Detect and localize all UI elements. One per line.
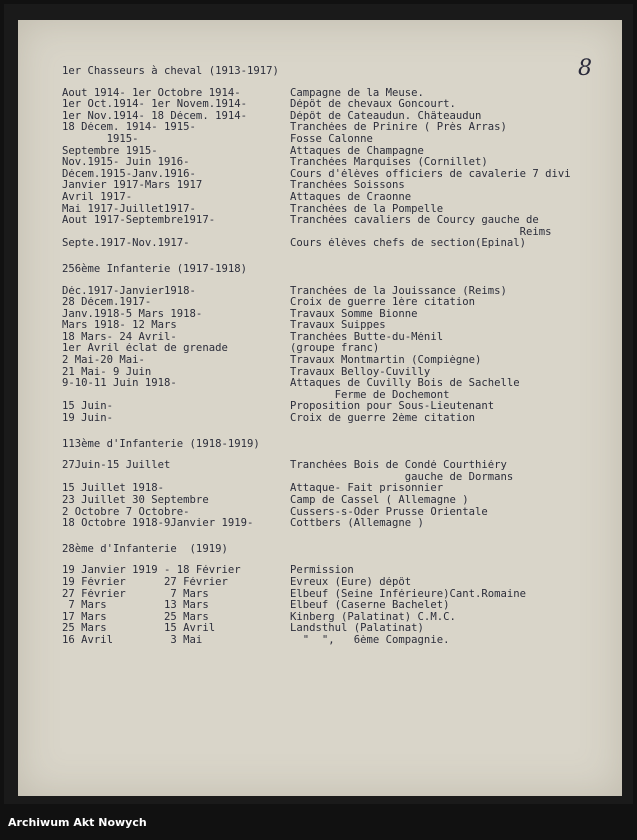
entry-date: Aout 1917-Septembre1917- <box>62 215 216 227</box>
entry-row <box>62 99 618 111</box>
entry-date: Mai 1917-Juillet1917- <box>62 203 196 215</box>
entry-row <box>62 180 618 192</box>
entry-row <box>62 577 618 589</box>
entry-place: Tranchées Marquises (Cornillet) <box>290 157 488 169</box>
entry-place: Cours d'élèves officiers de cavalerie 7 divi <box>290 168 571 180</box>
entry-place: Dépôt de chevaux Goncourt. <box>290 99 456 111</box>
entry-place: " ", 6ème Compagnie. <box>290 634 450 646</box>
entry-date: 23 Juillet 30 Septembre <box>62 495 209 506</box>
archive-label: Archiwum Akt Nowych <box>8 816 147 829</box>
entry-row <box>62 332 618 344</box>
section-title: 1er Chasseurs à cheval (1913-1917) <box>62 65 279 77</box>
entry-row <box>62 378 618 390</box>
entry-date: 18 Mars- 24 Avril- <box>62 331 177 343</box>
entry-date: 19 Janvier 1919 - 18 Février <box>62 565 241 577</box>
entry-row <box>62 401 618 413</box>
entry-place: Dépôt de Cateaudun. Châteaudun <box>290 110 482 122</box>
entry-row <box>62 215 618 227</box>
entry-date <box>62 472 290 484</box>
entry-place: Travaux Belloy-Cuvilly <box>290 366 431 378</box>
entry-row <box>62 367 618 379</box>
entry-row <box>62 483 618 495</box>
entry-row <box>62 355 618 367</box>
entry-place: Elbeuf (Caserne Bachelet) <box>290 600 450 612</box>
entry-row <box>62 309 618 321</box>
entry-place: Permission <box>290 565 354 577</box>
entry-row <box>62 623 618 635</box>
entry-row <box>62 204 618 216</box>
entry-date: 2 Octobre 7 Octobre- <box>62 506 190 518</box>
entry-row <box>62 507 618 519</box>
entry-row <box>62 286 618 298</box>
entry-date: 25 Mars 15 Avril <box>62 623 216 635</box>
entry-row <box>62 238 618 250</box>
entry-row <box>62 111 618 123</box>
entry-place: Camp de Cassel ( Allemagne ) <box>290 495 469 506</box>
entry-date: 1er Avril éclat de grenade <box>62 343 228 355</box>
page-number: 8 <box>578 56 592 81</box>
entry-place: Attaque- Fait prisonnier <box>290 483 444 495</box>
entry-place: Fosse Calonne <box>290 133 373 145</box>
entry-place: Tranchées de la Pompelle <box>290 203 444 215</box>
entry-row <box>62 88 618 100</box>
entry-row <box>62 612 618 624</box>
entry-date: Septe.1917-Nov.1917- <box>62 238 190 250</box>
entry-date: 27 Février 7 Mars <box>62 588 209 600</box>
entry-date: 2 Mai-20 Mai- <box>62 355 145 367</box>
entry-date: 18 Décem. 1914- 1915- <box>62 122 196 134</box>
entry-row <box>62 122 618 134</box>
entry-date: 17 Mars 25 Mars <box>62 611 209 623</box>
entry-place: Tranchées de la Jouissance (Reims) <box>290 285 507 297</box>
entry-row <box>62 460 618 472</box>
entry-row <box>62 518 618 530</box>
section-title: 256ème Infanterie (1917-1918) <box>62 262 247 275</box>
entry-row <box>62 297 618 309</box>
entry-row <box>62 343 618 355</box>
entry-place: Cussers-s-Oder Prusse Orientale <box>290 506 488 518</box>
entry-date: Janv.1918-5 Mars 1918- <box>62 308 203 320</box>
entry-place: gauche de Dormans <box>290 471 514 483</box>
entry-place: Attaques de Cuvilly Bois de Sachelle <box>290 378 520 390</box>
entry-date: Mars 1918- 12 Mars <box>62 320 177 332</box>
entry-row <box>62 589 618 601</box>
entry-place: Tranchées Butte-du-Ménil <box>290 331 444 343</box>
entry-date <box>62 227 290 239</box>
entry-row <box>62 495 618 507</box>
entry-place: Travaux Somme Bionne <box>290 308 418 320</box>
entry-place: Elbeuf (Seine Inférieure)Cant.Romaine <box>290 588 526 600</box>
entry-date: Avril 1917- <box>62 191 133 203</box>
entry-place: Croix de guerre 2ème citation <box>290 413 475 425</box>
entry-place: Travaux Suippes <box>290 320 386 332</box>
entry-date <box>62 390 290 402</box>
entry-place: Attaques de Champagne <box>290 145 424 157</box>
entry-row <box>62 472 618 484</box>
entry-date: 16 Avril 3 Mai <box>62 634 203 646</box>
entry-place: Tranchées Soissons <box>290 180 405 192</box>
entry-place: Ferme de Dochemont <box>290 389 450 401</box>
entry-date: 1er Oct.1914- 1er Novem.1914- <box>62 99 247 111</box>
entry-row <box>62 169 618 181</box>
entry-row <box>62 134 618 146</box>
entry-place: Attaques de Craonne <box>290 191 412 203</box>
section-title: 28ème d'Infanterie (1919) <box>62 542 228 555</box>
entry-row <box>62 227 618 239</box>
entry-place: Evreux (Eure) dépôt <box>290 576 412 588</box>
entry-place: Campagne de la Meuse. <box>290 87 424 99</box>
entry-place: Reims <box>290 226 552 238</box>
entry-place: Cottbers (Allemagne ) <box>290 518 424 530</box>
entry-place: Travaux Montmartin (Compiègne) <box>290 355 482 367</box>
entry-date: 28 Décem.1917- <box>62 297 152 309</box>
entry-place: (groupe franc) <box>290 343 380 355</box>
entry-place: Tranchées Bois de Condé Courthiéry <box>290 460 507 472</box>
entry-row <box>62 157 618 169</box>
section-title: 113ème d'Infanterie (1918-1919) <box>62 437 260 450</box>
entry-place: Cours élèves chefs de section(Epinal) <box>290 238 526 250</box>
entry-row <box>62 146 618 158</box>
entry-date: 9-10-11 Juin 1918- <box>62 378 177 390</box>
entry-place: Tranchées de Prinire ( Près Arras) <box>290 122 507 134</box>
entry-date: 27Juin-15 Juillet <box>62 460 171 472</box>
entry-date: 15 Juillet 1918- <box>62 483 165 495</box>
entry-date: 1915- <box>62 133 139 145</box>
entry-row <box>62 635 618 647</box>
entry-place: Landsthul (Palatinat) <box>290 623 424 635</box>
document-content <box>62 52 618 647</box>
entry-date: Nov.1915- Juin 1916- <box>62 157 190 169</box>
entry-place: Tranchées cavaliers de Courcy gauche de <box>290 215 539 227</box>
entry-date: Aout 1914- 1er Octobre 1914- <box>62 87 241 99</box>
entry-row <box>62 413 618 425</box>
document-page <box>18 20 622 796</box>
entry-date: Décem.1915-Janv.1916- <box>62 168 196 180</box>
entry-date: 18 Octobre 1918-9Janvier 1919- <box>62 518 254 530</box>
entry-date: 7 Mars 13 Mars <box>62 600 209 612</box>
entry-row <box>62 320 618 332</box>
entry-row <box>62 600 618 612</box>
entry-date: 19 Février 27 Février <box>62 576 228 588</box>
entry-place: Kinberg (Palatinat) C.M.C. <box>290 611 456 623</box>
entry-row <box>62 192 618 204</box>
entry-date: Janvier 1917-Mars 1917 <box>62 180 203 192</box>
entry-date: 19 Juin- <box>62 413 114 425</box>
footer-bar <box>0 808 637 840</box>
entry-date: Septembre 1915- <box>62 145 158 157</box>
document-frame <box>4 4 633 804</box>
entry-date: 21 Mai- 9 Juin <box>62 366 152 378</box>
entry-row <box>62 565 618 577</box>
entry-place: Croix de guerre 1ère citation <box>290 297 475 309</box>
entry-row <box>62 390 618 402</box>
entry-date: 15 Juin- <box>62 401 114 413</box>
entry-date: 1er Nov.1914- 18 Décem. 1914- <box>62 110 247 122</box>
entry-place: Proposition pour Sous-Lieutenant <box>290 401 495 413</box>
entry-date: Déc.1917-Janvier1918- <box>62 285 196 297</box>
